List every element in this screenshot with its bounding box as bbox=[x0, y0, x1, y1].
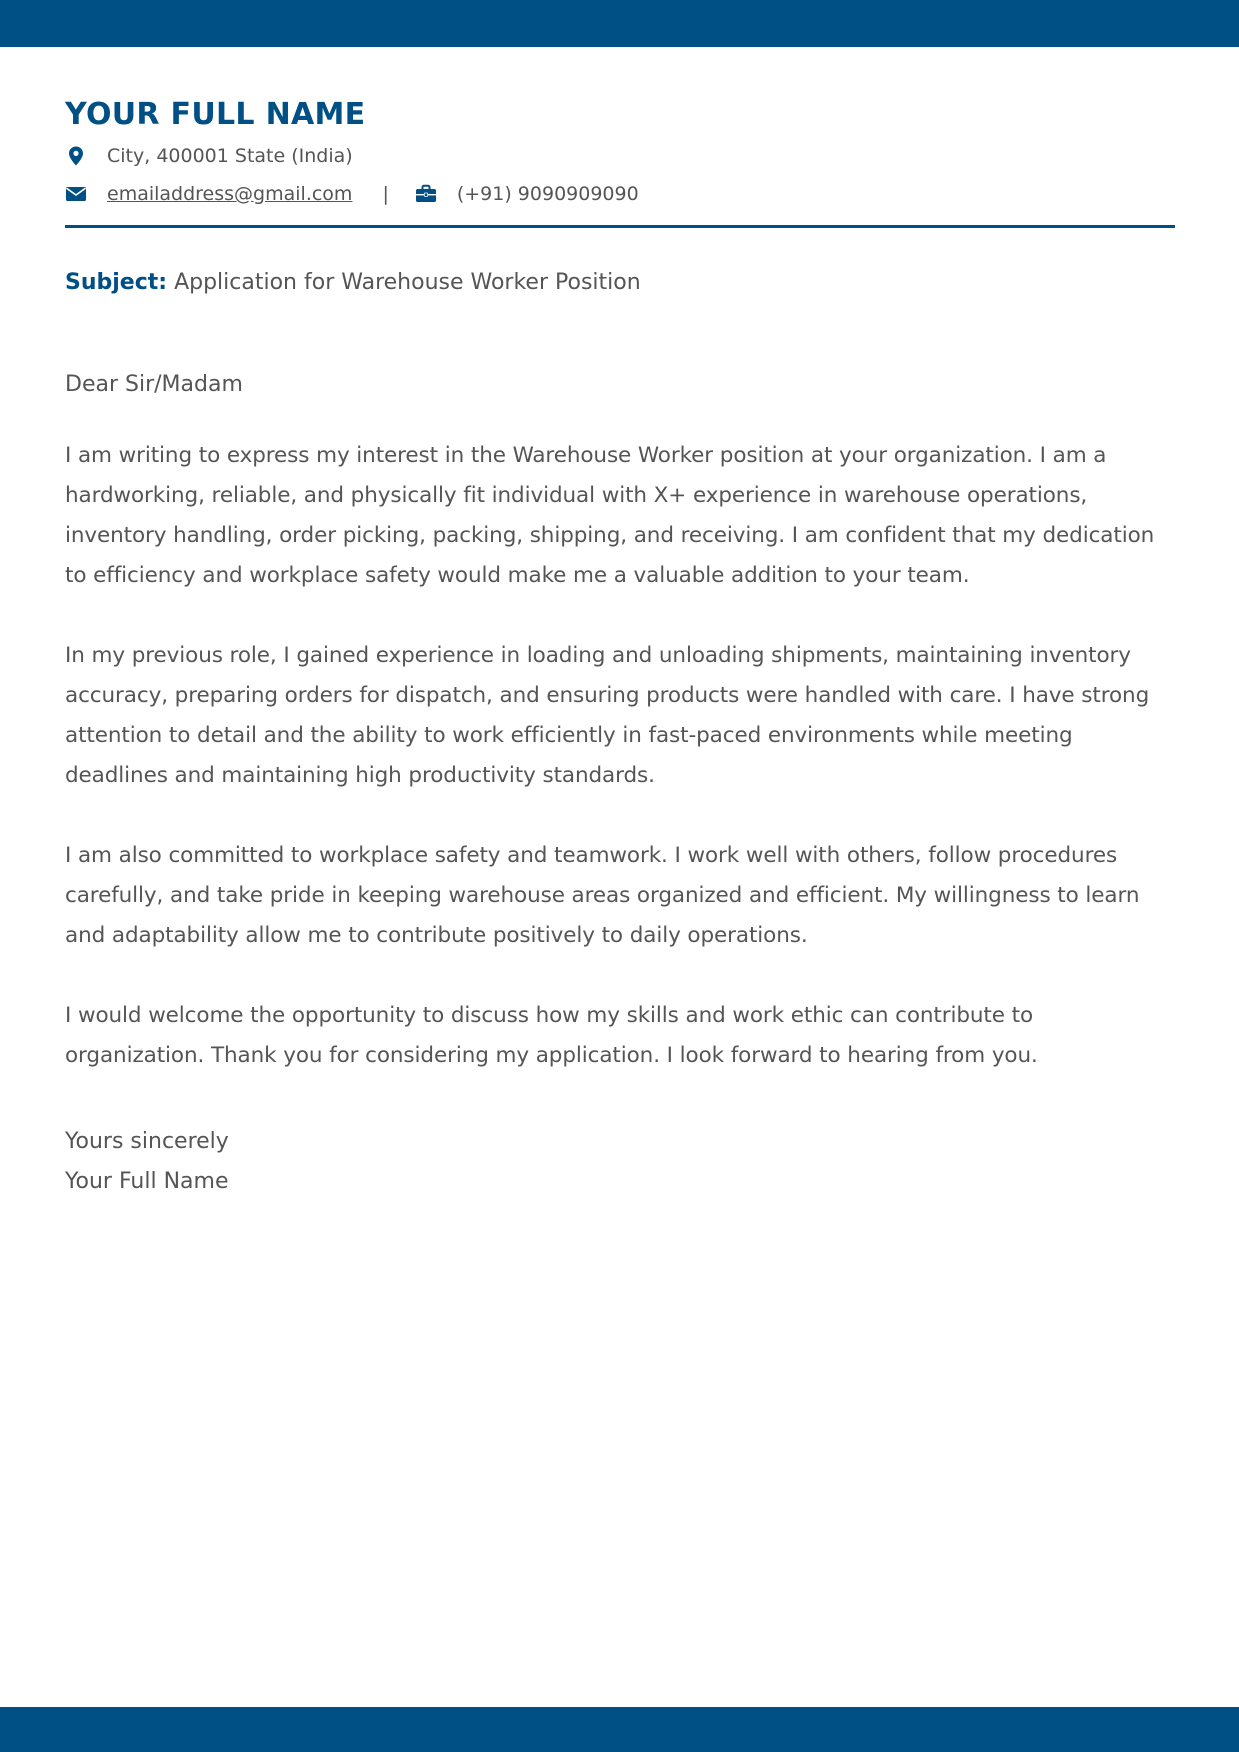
contact-row bbox=[65, 180, 1175, 208]
map-marker-icon bbox=[65, 145, 87, 167]
location-row bbox=[65, 142, 1175, 170]
header-divider bbox=[65, 225, 1175, 228]
briefcase-icon bbox=[415, 183, 437, 205]
applicant-name: YOUR FULL NAME bbox=[65, 97, 366, 132]
subject-text: Application for Warehouse Worker Position bbox=[174, 270, 641, 295]
body-paragraph-3: I am also committed to workplace safety and teamwork. I work well with others, follow procedures carefully, and take pride in keeping warehouse areas organized and efficient. My willingness to learn and adaptability allow me to contribute positively to daily operations. bbox=[65, 843, 1140, 948]
top-accent-bar bbox=[0, 0, 1239, 47]
cover-letter bbox=[65, 96, 1175, 1202]
signature-name: Your Full Name bbox=[65, 1169, 229, 1194]
contact-separator: | bbox=[382, 183, 389, 205]
envelope-icon bbox=[65, 183, 87, 205]
body-paragraph-4: I would welcome the opportunity to discuss how my skills and work ethic can contribute to organization. Thank you for considering my application. I look forward to hearing from you. bbox=[65, 1003, 1038, 1068]
subject-label: Subject: bbox=[65, 270, 168, 295]
phone-text: (+91) 9090909090 bbox=[456, 183, 639, 205]
body-paragraph-1: I am writing to express my interest in the Warehouse Worker position at your organization. I am a hardworking, reliable, and physically fit individual with X+ experience in warehouse operations, inventory handling, order picking, packing, shipping, and receiving. I am confident that my dedication to efficiency and workplace safety would make me a valuable addition to your team. bbox=[65, 443, 1155, 588]
closing-block bbox=[65, 1122, 1175, 1202]
subject-line bbox=[65, 268, 1175, 298]
closing-salutation: Yours sincerely bbox=[65, 1129, 229, 1154]
body-paragraph-2: In my previous role, I gained experience in loading and unloading shipments, maintaining inventory accuracy, preparing orders for dispatch, and ensuring products were handled with care. I have strong attention to detail and the ability to work efficiently in fast-paced environments while meeting deadlines and maintaining high productivity standards. bbox=[65, 643, 1150, 788]
bottom-accent-bar bbox=[0, 1707, 1239, 1752]
location-text: City, 400001 State (India) bbox=[107, 145, 353, 167]
greeting: Dear Sir/Madam bbox=[65, 372, 243, 397]
email-link[interactable]: emailaddress@gmail.com bbox=[107, 183, 353, 205]
